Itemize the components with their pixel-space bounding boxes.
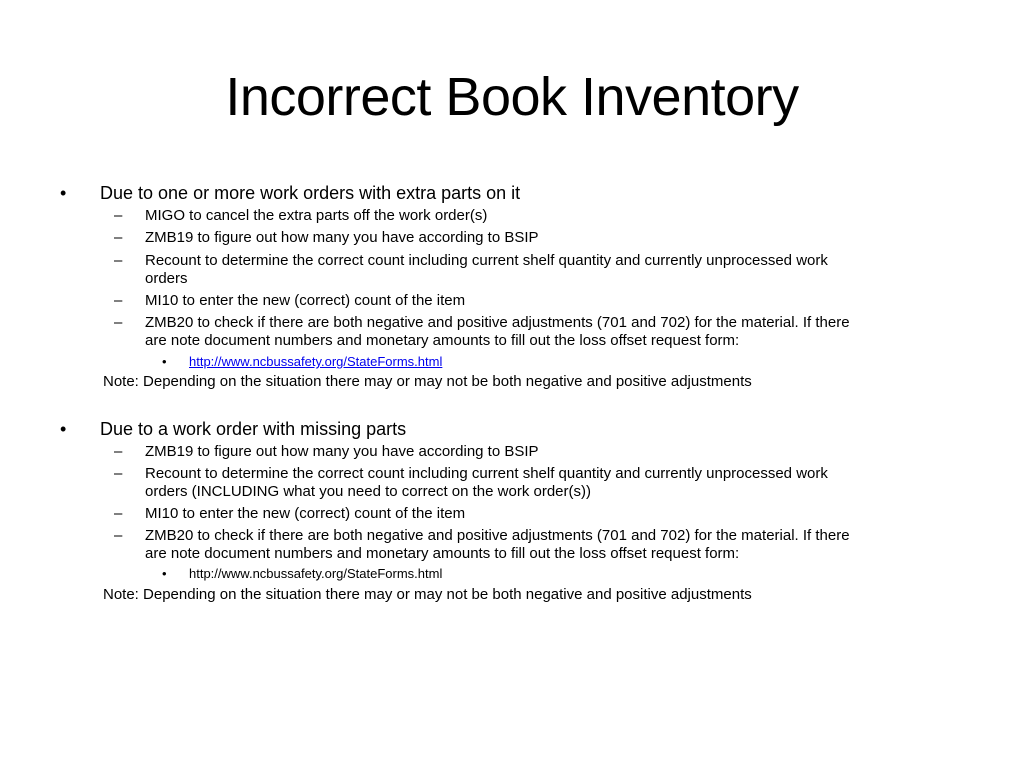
section-1-item: Recount to determine the correct count including current shelf quantity and currently unprocessed work bbox=[145, 252, 828, 269]
dash-marker: – bbox=[114, 314, 123, 331]
section-1-note: Note: Depending on the situation there may or may not be both negative and positive adjustments bbox=[103, 373, 752, 390]
slide-title: Incorrect Book Inventory bbox=[225, 67, 799, 127]
section-2-item: Recount to determine the correct count including current shelf quantity and currently unprocessed work bbox=[145, 465, 828, 482]
dash-marker: – bbox=[114, 207, 123, 224]
state-forms-link[interactable]: http://www.ncbussafety.org/StateForms.html bbox=[189, 354, 443, 369]
section-1-item: MIGO to cancel the extra parts off the work order(s) bbox=[145, 207, 488, 224]
dash-marker: – bbox=[114, 465, 123, 482]
section-2-item: ZMB19 to figure out how many you have according to BSIP bbox=[145, 443, 539, 460]
section-1-item: MI10 to enter the new (correct) count of the item bbox=[145, 292, 466, 309]
state-forms-url-text: http://www.ncbussafety.org/StateForms.html bbox=[189, 566, 443, 581]
dash-marker: – bbox=[114, 292, 123, 309]
section-2-item: MI10 to enter the new (correct) count of the item bbox=[145, 505, 466, 522]
bullet-marker: • bbox=[60, 419, 67, 439]
dash-marker: – bbox=[114, 527, 123, 544]
dash-marker: – bbox=[114, 252, 123, 269]
dash-marker: – bbox=[114, 443, 123, 460]
bullet-marker: • bbox=[60, 183, 67, 203]
section-2-item-continued: are note document numbers and monetary amounts to fill out the loss offset request form: bbox=[145, 545, 740, 562]
section-2-heading: Due to a work order with missing parts bbox=[100, 419, 407, 439]
section-2-item: ZMB20 to check if there are both negative and positive adjustments (701 and 702) for the material. If there bbox=[145, 527, 850, 544]
sub-bullet-marker: • bbox=[162, 566, 167, 581]
section-1-item-continued: are note document numbers and monetary amounts to fill out the loss offset request form: bbox=[145, 332, 740, 349]
section-1-item: ZMB20 to check if there are both negative and positive adjustments (701 and 702) for the material. If there bbox=[145, 314, 850, 331]
sub-bullet-marker: • bbox=[162, 354, 167, 369]
section-1-item-continued: orders bbox=[145, 270, 188, 287]
section-1-heading: Due to one or more work orders with extra parts on it bbox=[100, 183, 521, 203]
section-2-note: Note: Depending on the situation there may or may not be both negative and positive adjustments bbox=[103, 586, 752, 603]
dash-marker: – bbox=[114, 505, 123, 522]
dash-marker: – bbox=[114, 229, 123, 246]
section-1-item: ZMB19 to figure out how many you have according to BSIP bbox=[145, 229, 539, 246]
section-2-item-continued: orders (INCLUDING what you need to correct on the work order(s)) bbox=[145, 483, 591, 500]
